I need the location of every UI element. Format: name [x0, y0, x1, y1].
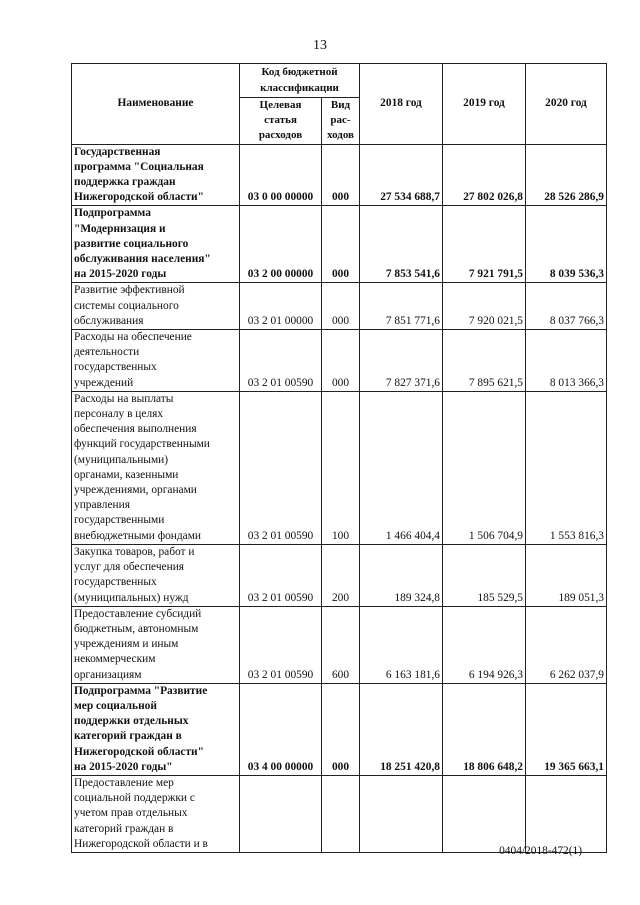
row-vid-code: 600	[322, 606, 360, 683]
row-target-code: 03 2 01 00590	[240, 606, 322, 683]
budget-table	[71, 63, 607, 853]
row-value-2019: 18 806 648,2	[443, 683, 526, 775]
row-name: Расходы на выплаты персоналу в целях обеспечения выполнения функций государственными (муниципальными) органами, казенными учреждениями, органами управления государственными внебюджетными фондами	[72, 391, 240, 544]
row-value-2018	[360, 775, 443, 852]
document-code: 0404/2018-472(1)	[499, 845, 582, 857]
row-name: Развитие эффективной системы социального обслуживания	[72, 283, 240, 330]
row-value-2018: 18 251 420,8	[360, 683, 443, 775]
row-value-2019: 6 194 926,3	[443, 606, 526, 683]
header-2019: 2019 год	[443, 64, 526, 145]
header-vid: Вид рас-ходов	[322, 98, 360, 145]
row-value-2019: 7 921 791,5	[443, 206, 526, 283]
row-vid-code: 000	[322, 283, 360, 330]
row-name: Закупка товаров, работ и услуг для обеспечения государственных (муниципальных) нужд	[72, 544, 240, 606]
header-2018: 2018 год	[360, 64, 443, 145]
header-2020: 2020 год	[526, 64, 607, 145]
table-row	[72, 544, 607, 606]
row-value-2020: 8 037 766,3	[526, 283, 607, 330]
table-row	[72, 206, 607, 283]
table-row	[72, 144, 607, 206]
row-value-2020: 8 013 366,3	[526, 330, 607, 392]
row-value-2018: 7 853 541,6	[360, 206, 443, 283]
row-value-2019: 7 895 621,5	[443, 330, 526, 392]
row-value-2018: 6 163 181,6	[360, 606, 443, 683]
row-vid-code: 200	[322, 544, 360, 606]
header-name: Наименование	[72, 64, 240, 145]
row-value-2018: 7 827 371,6	[360, 330, 443, 392]
table-body	[72, 144, 607, 852]
row-vid-code: 100	[322, 391, 360, 544]
row-value-2020: 8 039 536,3	[526, 206, 607, 283]
row-vid-code: 000	[322, 206, 360, 283]
row-value-2018: 7 851 771,6	[360, 283, 443, 330]
row-value-2020: 19 365 663,1	[526, 683, 607, 775]
row-value-2020: 28 526 286,9	[526, 144, 607, 206]
table-row	[72, 775, 607, 852]
row-target-code	[240, 775, 322, 852]
page-number: 13	[313, 38, 327, 53]
row-value-2020	[526, 775, 607, 852]
row-value-2019: 27 802 026,8	[443, 144, 526, 206]
row-name: Предоставление мер социальной поддержки с учетом прав отдельных категорий граждан в Нижегородской области и в	[72, 775, 240, 852]
row-value-2018: 1 466 404,4	[360, 391, 443, 544]
row-target-code: 03 2 01 00590	[240, 544, 322, 606]
row-value-2018: 189 324,8	[360, 544, 443, 606]
table-row	[72, 683, 607, 775]
row-name: Подпрограмма "Развитие мер социальной поддержки отдельных категорий граждан в Нижегородской области" на 2015-2020 годы"	[72, 683, 240, 775]
row-vid-code	[322, 775, 360, 852]
row-value-2020: 189 051,3	[526, 544, 607, 606]
row-name: Подпрограмма "Модернизация и развитие социального обслуживания населения" на 2015-2020 годы	[72, 206, 240, 283]
row-vid-code: 000	[322, 683, 360, 775]
row-name: Государственная программа "Социальная поддержка граждан Нижегородской области"	[72, 144, 240, 206]
row-vid-code: 000	[322, 330, 360, 392]
row-value-2019: 1 506 704,9	[443, 391, 526, 544]
row-value-2019: 7 920 021,5	[443, 283, 526, 330]
table-row	[72, 606, 607, 683]
row-value-2018: 27 534 688,7	[360, 144, 443, 206]
row-target-code: 03 0 00 00000	[240, 144, 322, 206]
row-value-2020: 1 553 816,3	[526, 391, 607, 544]
row-target-code: 03 2 00 00000	[240, 206, 322, 283]
row-target-code: 03 2 01 00000	[240, 283, 322, 330]
header-target: Целевая статья расходов	[240, 98, 322, 145]
row-target-code: 03 2 01 00590	[240, 391, 322, 544]
table-row	[72, 391, 607, 544]
row-vid-code: 000	[322, 144, 360, 206]
row-name: Расходы на обеспечение деятельности государственных учреждений	[72, 330, 240, 392]
table-row	[72, 330, 607, 392]
row-target-code: 03 2 01 00590	[240, 330, 322, 392]
row-value-2019: 185 529,5	[443, 544, 526, 606]
row-name: Предоставление субсидий бюджетным, автономным учреждениям и иным некоммерческим организациям	[72, 606, 240, 683]
row-value-2019	[443, 775, 526, 852]
table-row	[72, 283, 607, 330]
row-value-2020: 6 262 037,9	[526, 606, 607, 683]
row-target-code: 03 4 00 00000	[240, 683, 322, 775]
header-code-group: Код бюджетной классификации	[240, 64, 360, 98]
